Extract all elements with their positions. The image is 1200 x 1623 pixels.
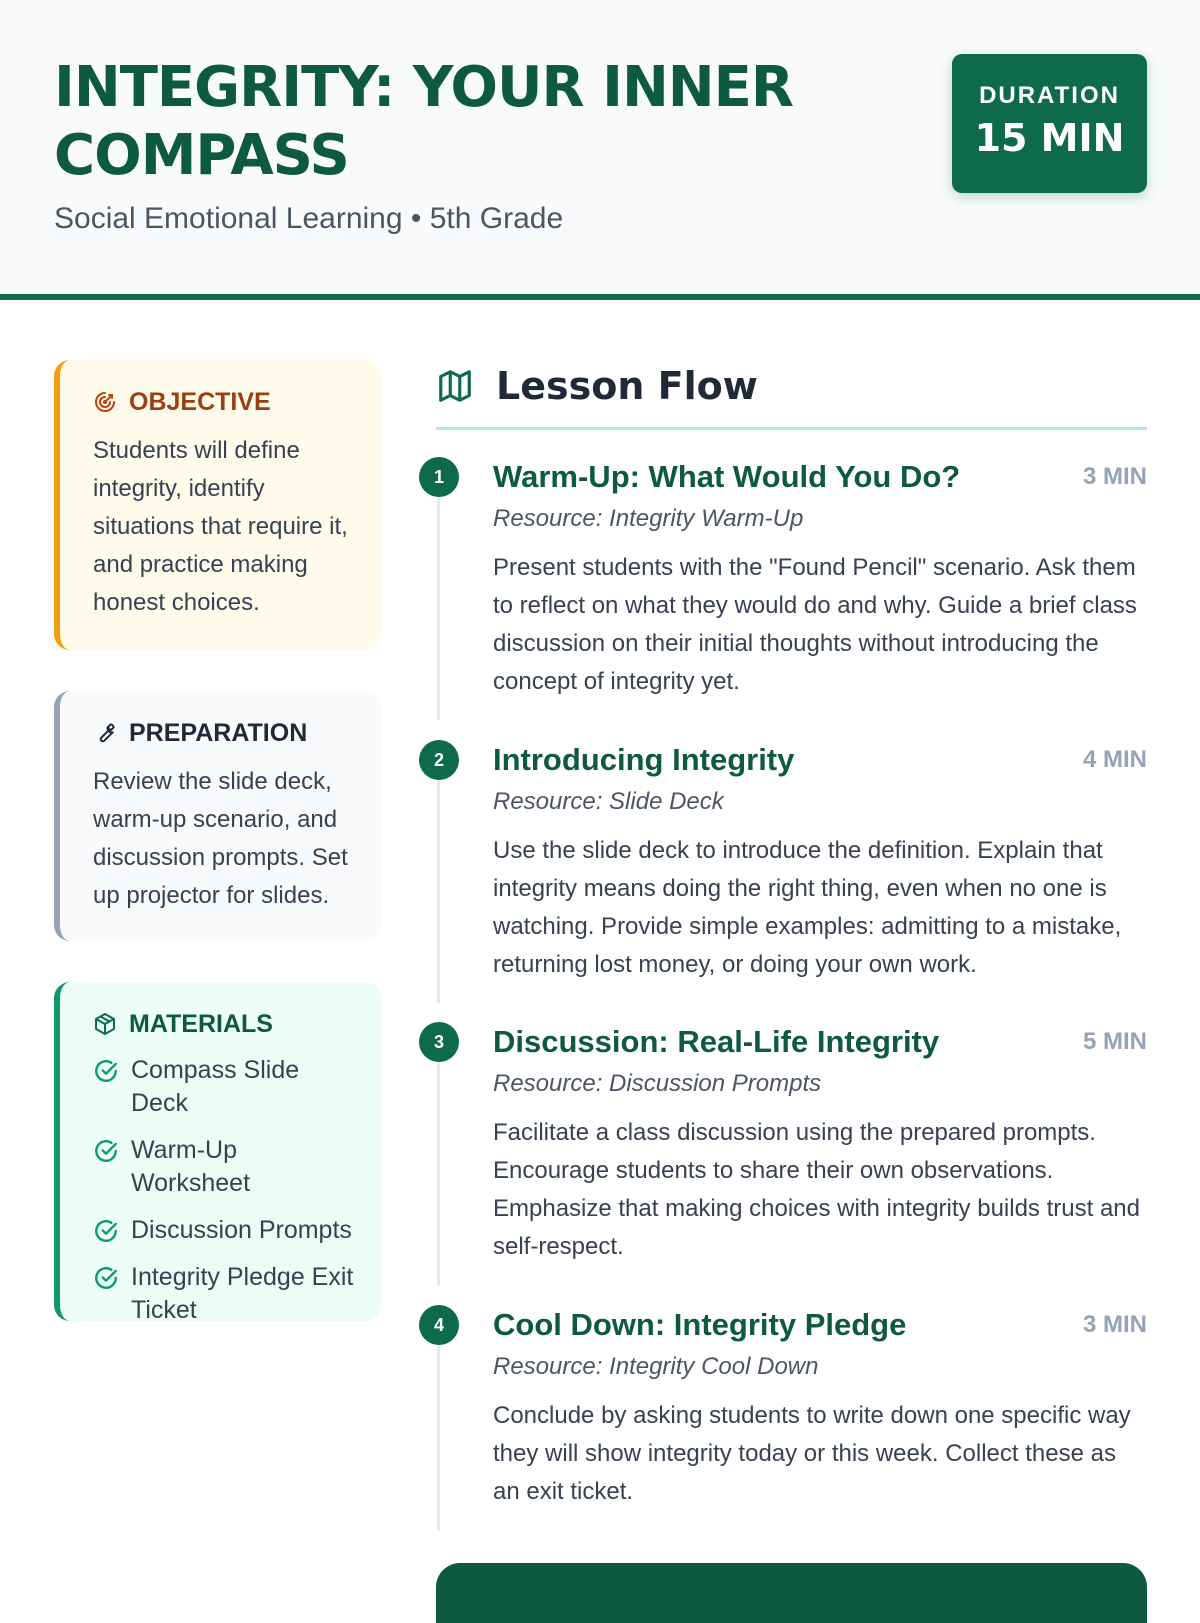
target-icon xyxy=(93,390,117,414)
duration-label: DURATION xyxy=(979,82,1120,109)
lesson-flow-header xyxy=(436,362,1147,430)
preparation-text: Review the slide deck, warm-up scenario, and discussion prompts. Set up projector for slides. xyxy=(93,768,348,909)
step-resource: Resource: Integrity Warm-Up xyxy=(493,505,804,532)
step-title: Discussion: Real-Life Integrity xyxy=(493,1024,940,1059)
duration-value: 15 MIN xyxy=(974,116,1125,160)
step-number: 1 xyxy=(419,457,459,497)
material-label: Integrity Pledge Exit Ticket xyxy=(131,1263,354,1324)
map-icon xyxy=(436,367,474,405)
check-circle-icon xyxy=(93,1218,119,1244)
material-label: Discussion Prompts xyxy=(131,1216,352,1244)
step-description: Conclude by asking students to write down one specific way they will show integrity today or this week. Collect these as an exit ticket. xyxy=(493,1402,1131,1505)
wrench-icon xyxy=(93,721,117,745)
step-number: 3 xyxy=(419,1022,459,1062)
check-circle-icon xyxy=(93,1058,119,1084)
material-label: Warm-Up Worksheet xyxy=(131,1136,251,1197)
step-resource: Resource: Slide Deck xyxy=(493,788,724,815)
package-icon xyxy=(93,1012,117,1036)
step-title: Introducing Integrity xyxy=(493,742,795,777)
lesson-flow-title: Lesson Flow xyxy=(496,364,758,408)
step-description: Facilitate a class discussion using the prepared prompts. Encourage students to share their own observations. Emphasize that making choices with integrity builds trust and self-respect. xyxy=(493,1119,1140,1260)
step-title: Cool Down: Integrity Pledge xyxy=(493,1307,907,1342)
step-description: Present students with the "Found Pencil" scenario. Ask them to reflect on what they would do and why. Guide a brief class discussion on their initial thoughts without introducing the concept of integrity yet. xyxy=(493,554,1137,695)
step-title: Warm-Up: What Would You Do? xyxy=(493,459,961,494)
preparation-card xyxy=(54,691,381,941)
objective-text: Students will define integrity, identify situations that require it, and practice making honest choices. xyxy=(93,437,348,616)
page-title: INTEGRITY: YOUR INNER COMPASS xyxy=(54,55,794,188)
timeline-line xyxy=(437,1042,440,1285)
objective-title: OBJECTIVE xyxy=(129,387,271,416)
step-number: 4 xyxy=(419,1305,459,1345)
step-description: Use the slide deck to introduce the definition. Explain that integrity means doing the right thing, even when no one is watching. Provide simple examples: admitting to a mistake, returning lost money, or doing your own work. xyxy=(493,837,1122,978)
list-item xyxy=(93,1214,357,1247)
step-duration: 3 MIN xyxy=(1082,1311,1147,1338)
timeline-line xyxy=(437,760,440,1003)
materials-list xyxy=(93,1054,357,1327)
list-item xyxy=(93,1134,357,1200)
objective-card xyxy=(54,360,381,650)
material-label: Compass Slide Deck xyxy=(131,1056,300,1117)
step-number: 2 xyxy=(419,740,459,780)
check-circle-icon xyxy=(93,1138,119,1164)
timeline-line xyxy=(437,1325,440,1530)
materials-title: MATERIALS xyxy=(129,1009,273,1038)
list-item xyxy=(93,1054,357,1120)
materials-card xyxy=(54,982,381,1324)
step-duration: 3 MIN xyxy=(1082,463,1147,490)
preparation-title: PREPARATION xyxy=(129,718,308,747)
step-resource: Resource: Discussion Prompts xyxy=(493,1070,822,1097)
list-item xyxy=(93,1261,357,1327)
footer-panel xyxy=(436,1563,1147,1623)
step-duration: 5 MIN xyxy=(1082,1028,1147,1055)
lesson-header xyxy=(0,0,1200,300)
timeline-line xyxy=(437,477,440,720)
step-duration: 4 MIN xyxy=(1082,746,1147,773)
page-subtitle: Social Emotional Learning • 5th Grade xyxy=(54,202,564,235)
check-circle-icon xyxy=(93,1265,119,1291)
step-resource: Resource: Integrity Cool Down xyxy=(493,1353,819,1380)
duration-badge xyxy=(952,54,1147,193)
